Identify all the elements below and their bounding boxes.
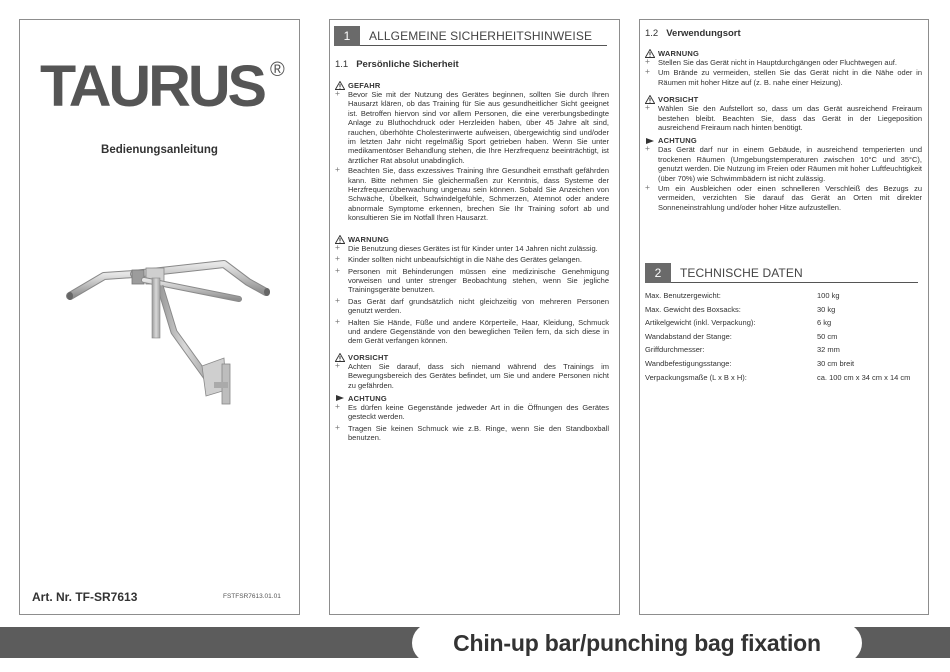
technical-data-table — [645, 291, 918, 386]
achtung-heading: ACHTUNG — [335, 394, 609, 403]
list-item: + Um ein Ausbleichen oder einen schnelleren Verschleiß des Bezugs zu vermeiden, verzichten Sie darauf das Gerät an Orten mit direkter Sonneneinstrahlung und/oder hoher Hitze aufzustellen. — [645, 184, 922, 212]
section-number: 2 — [645, 263, 671, 283]
product-image — [34, 234, 302, 434]
table-row: Wandabstand der Stange: 50 cm — [645, 331, 838, 341]
brand-text: TAURUS — [40, 54, 266, 118]
list-item: + Tragen Sie keinen Schmuck wie z.B. Ringe, wenn Sie den Standboxball benutzen. — [335, 424, 609, 443]
list-item: + Kinder sollten nicht unbeaufsichtigt in die Nähe des Gerätes gelangen. — [335, 255, 609, 264]
achtung-list — [335, 403, 609, 443]
gefahr-list — [335, 90, 609, 223]
table-row: Verpackungsmaße (L x B x H): ca. 100 cm x 34 cm x 14 cm — [645, 372, 911, 382]
table-row: Wandbefestigungsstange: 30 cm breit — [645, 358, 855, 368]
vorsicht-list — [335, 362, 609, 390]
list-item: + Personen mit Behinderungen müssen eine medizinische Genehmigung vorweisen und unter strenger Beobachtung stehen, wenn Sie jegliche Trainingsgeräte benutzen. — [335, 267, 609, 295]
list-item: + Achten Sie darauf, dass sich niemand während des Trainings im Bewegungsbereich des Gerätes befindet, um Sie und andere Personen nicht zu gefährden. — [335, 362, 609, 390]
warnung-heading: WARNUNG — [645, 49, 922, 58]
list-item: + Die Benutzung dieses Gerätes ist für Kinder unter 14 Jahren nicht zulässig. — [335, 244, 609, 253]
list-item: + Das Gerät darf grundsätzlich nicht gleichzeitig von mehreren Personen genutzt werden. — [335, 297, 609, 316]
section-1-2-content — [645, 28, 922, 212]
taurus-logo — [40, 54, 290, 118]
list-item: + Das Gerät darf nur in einem Gebäude, in ausreichend temperierten und trockenen Räumen (Umgebungstemperaturen zwischen 10°C und 35°C), genutzt werden. Die Nutzung im Freien oder Räumen mit hoher Luftfeuchtigkeit (über 70%) wie Schwimmbädern ist nicht zulässig. — [645, 145, 922, 183]
warnung-list — [645, 58, 922, 87]
section-title: TECHNISCHE DATEN — [680, 265, 803, 280]
table-row: Griffdurchmesser: 32 mm — [645, 345, 840, 355]
list-item: + Um Brände zu vermeiden, stellen Sie das Gerät nicht in die Nähe oder in Räumen mit hoher Hitze auf (z. B. nahe einer Heizung). — [645, 68, 922, 87]
list-item: + Wählen Sie den Aufstellort so, dass um das Gerät ausreichend Freiraum bestehen bleibt. Beachten Sie, dass das Gerät in der Liegeposition ausreichend Freiraum nach hinten benötigt. — [645, 104, 922, 132]
subsection-heading: 1.2 Verwendungsort — [645, 28, 741, 39]
list-item: + Halten Sie Hände, Füße und andere Körperteile, Haar, Kleidung, Schmuck und andere Gegenstände von den beweglichen Teilen fern, da sich diese in dem Gerät verfangen können. — [335, 318, 609, 346]
list-item: + Es dürfen keine Gegenstände jedweder Art in die Öffnungen des Gerätes gesteckt werden. — [335, 403, 609, 422]
list-item: + Stellen Sie das Gerät nicht in Hauptdurchgängen oder Fluchtwegen auf. — [645, 58, 922, 67]
manual-title: Bedienungsanleitung — [101, 144, 218, 156]
table-row: Max. Benutzergewicht: 100 kg — [645, 291, 840, 300]
product-title: Chin-up bar/punching bag fixation — [412, 623, 862, 663]
achtung-heading: ACHTUNG — [645, 136, 922, 145]
cover-panel — [19, 19, 300, 615]
warnung-heading: WARNUNG — [335, 235, 609, 244]
document-code: FSTFSR7613.01.01 — [223, 593, 281, 600]
safety-panel — [329, 19, 620, 615]
warnung-list — [335, 244, 609, 346]
svg-text:TAURUS — [40, 54, 265, 118]
list-item: + Beachten Sie, dass exzessives Training Ihre Gesundheit ernsthaft gefährden kann. Bitte nehmen Sie gleichermaßen zur Kenntnis, dass Systeme der Herzfrequenzüberwachung ungenau sein können. Sobald Sie Anzeichen von Schwäche, Übelkeit, Schwindelgefühle, Schmerzen, Atemnot oder andere abnormale Symptome erkennen, brechen Sie Ihr Training sofort ab und konsultieren Sie im Notfall Ihren Hausarzt. — [335, 166, 609, 222]
svg-text:® — [270, 59, 285, 81]
section-title: ALLGEMEINE SICHERHEITSHINWEISE — [369, 28, 593, 43]
registered-mark: ® — [270, 59, 285, 81]
vorsicht-list — [645, 104, 922, 132]
table-row: Artikelgewicht (inkl. Verpackung): 6 kg — [645, 318, 832, 328]
achtung-list — [645, 145, 922, 212]
subsection-heading: 1.1 Persönliche Sicherheit — [335, 59, 459, 70]
article-number: Art. Nr. TF-SR7613 — [32, 590, 138, 604]
section-number: 1 — [334, 26, 360, 46]
list-item: + Bevor Sie mit der Nutzung des Gerätes beginnen, sollten Sie durch Ihren Hausarzt klären, ob das Training für Sie aus gesundheitlicher Sicht geeignet ist. Betroffen hiervon sind vor allem Personen, die eine vererbungsbedingte Anlage zu Bluthochdruck oder Herzleiden haben, über 45 Jahre alt sind, rauchen, überhöhte Cholesterinwerte aufweisen, übergewichtig sind und/oder im letzten Jahr nicht regelmäßig Sport getrieben haben. Wenn Sie unter medikamentöser Behandlung stehen, die Ihre Herzfrequenz beeinträchtigt, ist ärztlicher Rat absolut unabdinglich. — [335, 90, 609, 165]
gefahr-heading: GEFAHR — [335, 81, 609, 90]
section-1-header — [334, 26, 607, 46]
section-2-header — [645, 263, 918, 283]
vorsicht-heading: VORSICHT — [645, 95, 922, 104]
usage-panel — [639, 19, 929, 615]
section-2-content — [645, 263, 918, 386]
table-row: Max. Gewicht des Boxsacks: 30 kg — [645, 304, 836, 314]
vorsicht-heading: VORSICHT — [335, 353, 609, 362]
section-1-1-content — [335, 59, 609, 443]
